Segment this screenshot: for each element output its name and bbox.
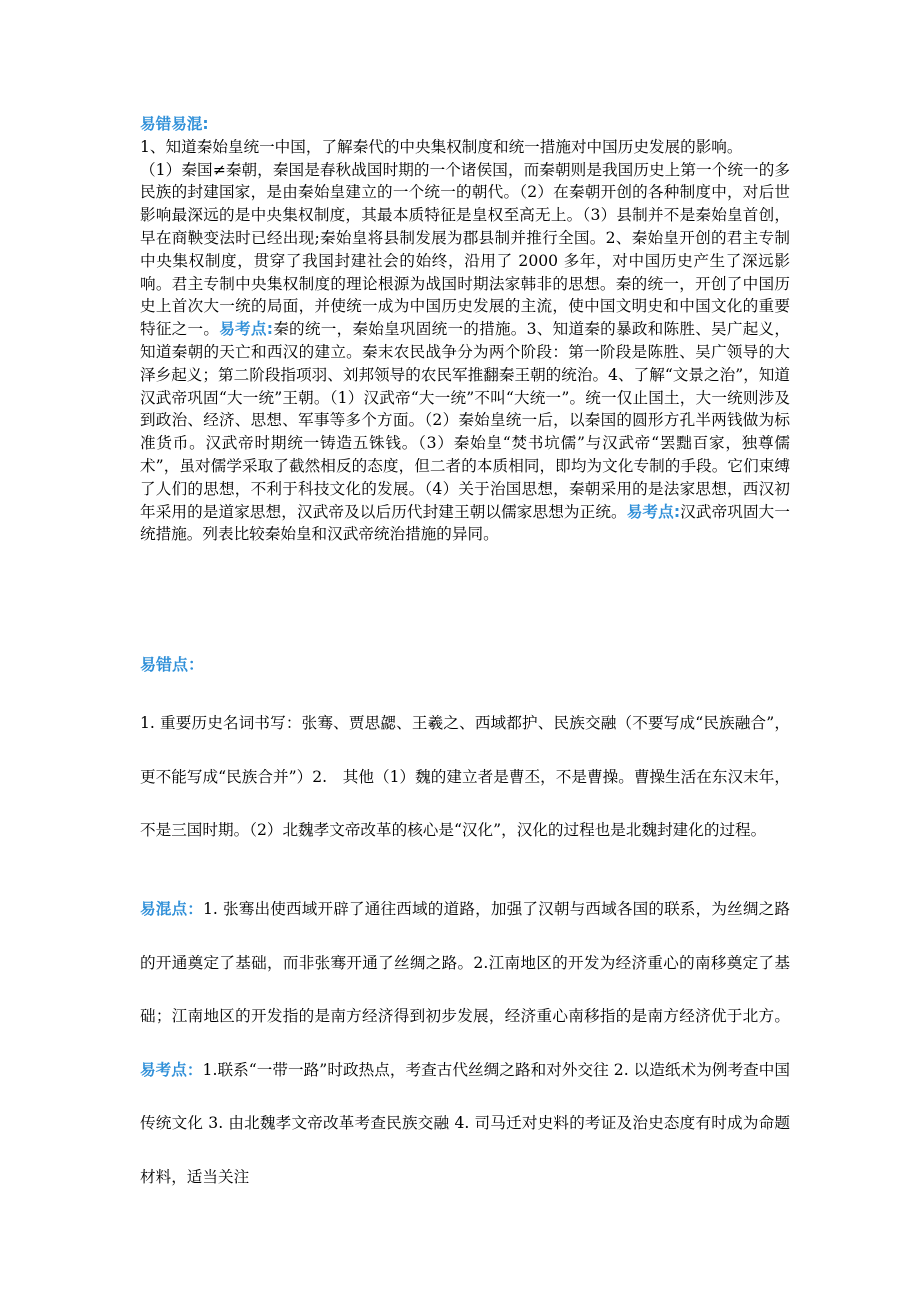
section-errors-and-confusions xyxy=(140,113,790,546)
paragraph: 1、知道秦始皇统一中国，了解秦代的中央集权制度和统一措施对中国历史发展的影响。 xyxy=(140,137,743,156)
section-heading-error-points: 易错点： xyxy=(140,655,205,674)
key-exam-label: 易考点: xyxy=(626,502,681,521)
paragraph xyxy=(140,883,790,1204)
key-exam-label: 易考点: xyxy=(219,320,273,339)
paragraph-text: 秦的统一，秦始皇巩固统一的措施。3、知道秦的暴政和陈胜、吴广起义，知道秦朝的天亡和西汉的建立。秦末农民战争分为两个阶段：第一阶段是陈胜、吴广领导的大泽乡起义；第二阶段指项羽、刘邦领导的农民军推翻秦王朝的统治。4、了解“文景之治”，知道汉武帝巩固“大一统”王朝。（1）汉武帝“大一统”不叫“大统一”。统一仅止国土，大一统则涉及到政治、经济、思想、军事等多个方面。（2）秦始皇统一后，以秦国的圆形方孔半两钱做为标准货币。汉武帝时期统一铸造五铢钱。（3）秦始皇“焚书坑儒”与汉武帝“罢黜百家，独尊儒术”，虽对儒学采取了截然相反的态度，但二者的本质相同，即均为文化专制的手段。它们束缚了人们的思想，不利于科技文化的发展。（4）关于治国思想，秦朝采用的是法家思想，西汉初年采用的是道家思想，汉武帝及以后历代封建王朝以儒家思想为正统。 xyxy=(140,320,790,521)
paragraph-text: 汉武帝巩固大一统措施。列表比较秦始皇和汉武帝统治措施的异同。 xyxy=(140,502,790,544)
section-heading: 易错易混: xyxy=(140,115,209,133)
paragraph-text: 1. 张骞出使西域开辟了通往西域的道路，加强了汉朝与西域各国的联系，为丝绸之路的开通奠定了基础，而非张骞开通了丝绸之路。2.江南地区的开发为经济重心的南移奠定了基础；江南地区的开发指的是南方经济得到初步发展，经济重心南移指的是南方经济优于北方。 xyxy=(140,900,790,1025)
key-exam-label: 易考点： xyxy=(140,1060,203,1079)
paragraph-text: 1.联系“一带一路”时政热点，考查古代丝绸之路和对外交往 2. 以造纸术为例考查中国传统文化 3. 由北魏孝文帝改革考查民族交融 4. 司马迁对史料的考证及治史态度有时成为命题材料，适当关注 xyxy=(140,1060,790,1186)
paragraph: 1. 重要历史名词书写：张骞、贾思勰、王羲之、西域都护、民族交融（不要写成“民族融合”，更不能写成“民族合并”）2. 其他（1）魏的建立者是曹丕，不是曹操。曹操生活在东汉末年，不是三国时期。（2）北魏孝文帝改革的核心是“汉化”，汉化的过程也是北魏封建化的过程。 xyxy=(140,714,790,839)
paragraph xyxy=(140,159,790,547)
confusion-label: 易混点： xyxy=(140,900,204,918)
section-confusion-points xyxy=(140,883,790,1204)
paragraph-text: （1）秦国≠秦朝，秦国是春秋战国时期的一个诸侯国，而秦朝则是我国历史上第一个统一的多民族的封建国家，是由秦始皇建立的一个统一的朝代。（2）在秦朝开创的各种制度中，对后世影响最深远的是中央集权制度，其最本质特征是皇权至高无上。（3）县制并不是秦始皇首创，早在商鞅变法时已经出现;秦始皇将县制发展为郡县制并推行全国。2、秦始皇开创的君主专制中央集权制度，贯穿了我国封建社会的始终，沿用了 2000 多年，对中国历史产生了深远影响。君主专制中央集权制度的理论根源为战国时期法家韩非的思想。秦的统一，开创了中国历史上首次大一统的局面，并使统一成为中国历史发展的主流，使中国文明史和中国文化的重要特征之一。 xyxy=(140,160,790,339)
section-error-points xyxy=(140,697,790,858)
